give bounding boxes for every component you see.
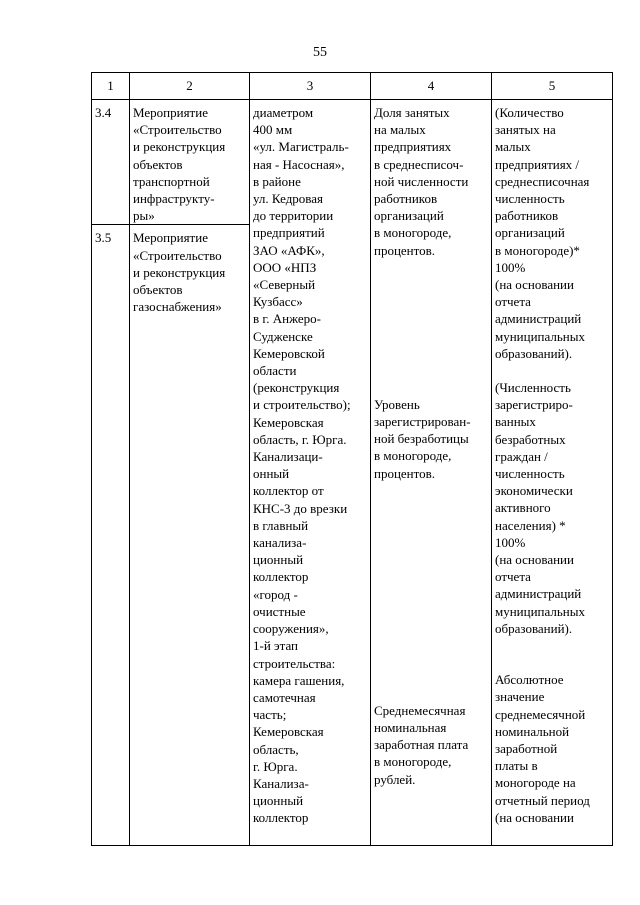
indicator-small-business-share: Доля занятых на малых предприятиях в среднесписоч- ной численности работников организаций в моногороде, процентов. bbox=[374, 105, 469, 258]
page-number: 55 bbox=[313, 45, 327, 60]
formula-average-salary: Абсолютное значение среднемесячной номинальной заработной платы в моногороде на отчетный период (на основании bbox=[495, 672, 590, 825]
header-cell: 4 bbox=[371, 73, 492, 100]
object-description: диаметром 400 мм «ул. Магистраль- ная - Насосная», в районе ул. Кедровая до территории предприятий ЗАО «АФК», ООО «НПЗ «Северный Кузбасс» в г. Анжеро- Судженске Кемеровской области (реконструкция и строительство); Кемеровская область, г. Юрга. Канализаци- онный коллектор от КНС-3 до врезки в главный канализа- ционный коллектор «город - очистные сооружения», 1-й этап строительства: камера гашения, самотечная часть; Кемеровская область, г. Юрга. Канализа- ционный коллектор bbox=[253, 105, 351, 826]
indicator-unemployment-rate: Уровень зарегистрирован- ной безработицы в моногороде, процентов. bbox=[374, 396, 471, 481]
header-cell: 1 bbox=[92, 73, 130, 100]
header-cell: 3 bbox=[250, 73, 371, 100]
formula-unemployment-rate: (Численность зарегистриро- ванных безработных граждан / численность экономически активного населения) * 100% (на основании отчета администраций муниципальных образований). bbox=[495, 380, 586, 636]
row-number: 3.4 bbox=[92, 100, 130, 225]
indicator-average-salary: Среднемесячная номинальная заработная плата в моногороде, рублей. bbox=[374, 702, 469, 787]
header-cell: 5 bbox=[492, 73, 613, 100]
table-row-3-4 bbox=[92, 100, 613, 225]
event-name: Мероприятие «Строительство и реконструкция объектов газоснабжения» bbox=[133, 230, 226, 315]
event-name: Мероприятие «Строительство и реконструкция объектов транспортной инфраструкту- ры» bbox=[133, 105, 226, 224]
table-header-row bbox=[92, 73, 613, 100]
header-cell: 2 bbox=[130, 73, 250, 100]
measures-table bbox=[91, 72, 613, 846]
row-number: 3.5 bbox=[92, 225, 130, 846]
formula-small-business-share: (Количество занятых на малых предприятиях / среднесписочная численность работников организаций в моногороде)* 100% (на основании отчета администраций муниципальных образований). bbox=[495, 105, 590, 361]
